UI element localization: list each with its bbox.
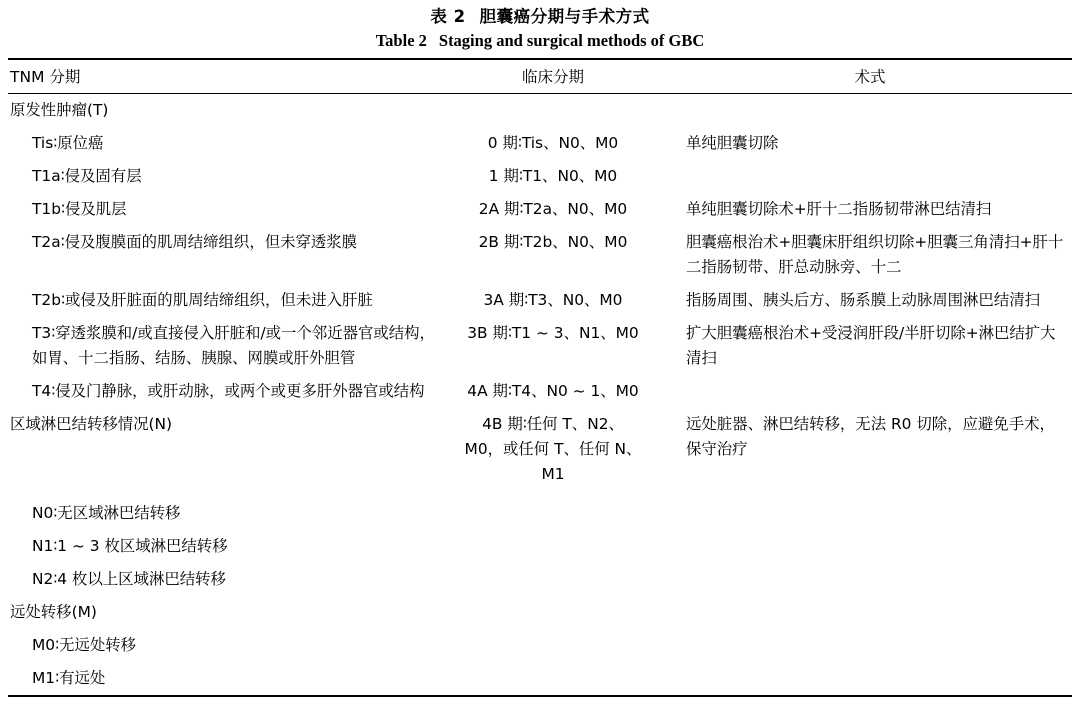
table-row: [8, 193, 1072, 226]
surgery-cell: [668, 497, 1072, 530]
tnm-cell: T3∶穿透浆膜和/或直接侵入肝脏和/或一个邻近器官或结构，如胃、十二指肠、结肠、胰腺、网膜或肝外胆管: [32, 324, 435, 367]
tnm-cell: T4∶侵及门静脉，或肝动脉，或两个或更多肝外器官或结构: [32, 382, 425, 400]
surgery-cell: 单纯胆囊切除术+肝十二指肠韧带淋巴结清扫: [686, 200, 992, 218]
table-row: [8, 497, 1072, 530]
surgery-cell: [668, 160, 1072, 193]
surgery-cell: 扩大胆囊癌根治术+受浸润肝段/半肝切除+淋巴结扩大清扫: [686, 324, 1056, 367]
tnm-cell: Tis∶原位癌: [32, 134, 104, 152]
tnm-cell: T1b∶侵及肌层: [32, 200, 127, 218]
clinical-cell: 3B 期∶T1 ~ 3、N1、M0: [467, 324, 639, 342]
clinical-cell: [438, 629, 668, 662]
surgery-cell: [668, 530, 1072, 563]
table-row: [8, 226, 1072, 284]
table-caption-english: Staging and surgical methods of GBC: [438, 31, 705, 50]
clinical-cell: 4B 期∶任何 T、N2、M0，或任何 T、任何 N、M1: [464, 415, 642, 483]
table-row: [8, 662, 1072, 696]
clinical-cell: 2A 期∶T2a、N0、M0: [478, 200, 628, 218]
surgery-cell: [668, 375, 1072, 408]
surgery-cell: [668, 94, 1072, 128]
column-header-tnm: TNM 分期: [8, 59, 438, 94]
surgery-cell: [668, 662, 1072, 696]
tnm-cell: T1a∶侵及固有层: [32, 167, 142, 185]
surgery-cell: 单纯胆囊切除: [686, 134, 779, 152]
tnm-cell: N2∶4 枚以上区域淋巴结转移: [32, 570, 226, 588]
tnm-cell: 原发性肿瘤(T): [10, 101, 109, 119]
table-row: [8, 127, 1072, 160]
table-caption-chinese: 胆囊癌分期与手术方式: [479, 7, 650, 26]
clinical-cell: [438, 662, 668, 696]
column-header-surgery: 术式: [668, 59, 1072, 94]
table-row: [8, 596, 1072, 629]
tnm-cell: N0∶无区域淋巴结转移: [32, 504, 181, 522]
clinical-cell: 3A 期∶T3、N0、M0: [483, 291, 623, 309]
table-title-english: [8, 30, 1072, 52]
surgery-cell: [668, 596, 1072, 629]
staging-table: [8, 58, 1072, 697]
table-title-chinese: [8, 6, 1072, 28]
tnm-cell: M1∶有远处: [32, 669, 106, 687]
clinical-cell: [438, 596, 668, 629]
clinical-cell: 1 期∶T1、N0、M0: [488, 167, 618, 185]
table-row: [8, 94, 1072, 128]
surgery-cell: [668, 563, 1072, 596]
table-row: [8, 375, 1072, 408]
clinical-cell: [438, 530, 668, 563]
clinical-cell: [438, 94, 668, 128]
clinical-cell: [438, 497, 668, 530]
table-row: [8, 317, 1072, 375]
table-row: [8, 530, 1072, 563]
surgery-cell: 胆囊癌根治术+胆囊床肝组织切除+胆囊三角清扫+肝十二指肠韧带、肝总动脉旁、十二: [686, 233, 1064, 276]
surgery-cell: [668, 629, 1072, 662]
tnm-cell: N1∶1 ~ 3 枚区域淋巴结转移: [32, 537, 228, 555]
table-number-chinese: 表 2: [430, 7, 466, 26]
surgery-cell: 远处脏器、淋巴结转移，无法 R0 切除，应避免手术，保守治疗: [686, 415, 1055, 458]
clinical-cell: 4A 期∶T4、N0 ~ 1、M0: [467, 382, 639, 400]
table-row: [8, 629, 1072, 662]
tnm-cell: M0∶无远处转移: [32, 636, 137, 654]
table-bottom-rule: [8, 696, 1072, 697]
table-row: [8, 563, 1072, 596]
tnm-cell: T2b∶或侵及肝脏面的肌周结缔组织，但未进入肝脏: [32, 291, 373, 309]
table-number-english: Table 2: [375, 31, 427, 50]
table-row: [8, 408, 1072, 491]
table-row: [8, 284, 1072, 317]
clinical-cell: 0 期∶Tis、N0、M0: [487, 134, 619, 152]
tnm-cell: 远处转移(M): [10, 603, 97, 621]
column-header-clinical-stage: 临床分期: [438, 59, 668, 94]
tnm-cell: T2a∶侵及腹膜面的肌周结缔组织，但未穿透浆膜: [32, 233, 358, 251]
clinical-cell: 2B 期∶T2b、N0、M0: [478, 233, 628, 251]
surgery-cell: 指肠周围、胰头后方、肠系膜上动脉周围淋巴结清扫: [686, 291, 1040, 309]
clinical-cell: [438, 563, 668, 596]
tnm-cell: 区域淋巴结转移情况(N): [10, 415, 173, 433]
table-header-row: [8, 59, 1072, 94]
table-page: [0, 6, 1080, 718]
table-row: [8, 160, 1072, 193]
